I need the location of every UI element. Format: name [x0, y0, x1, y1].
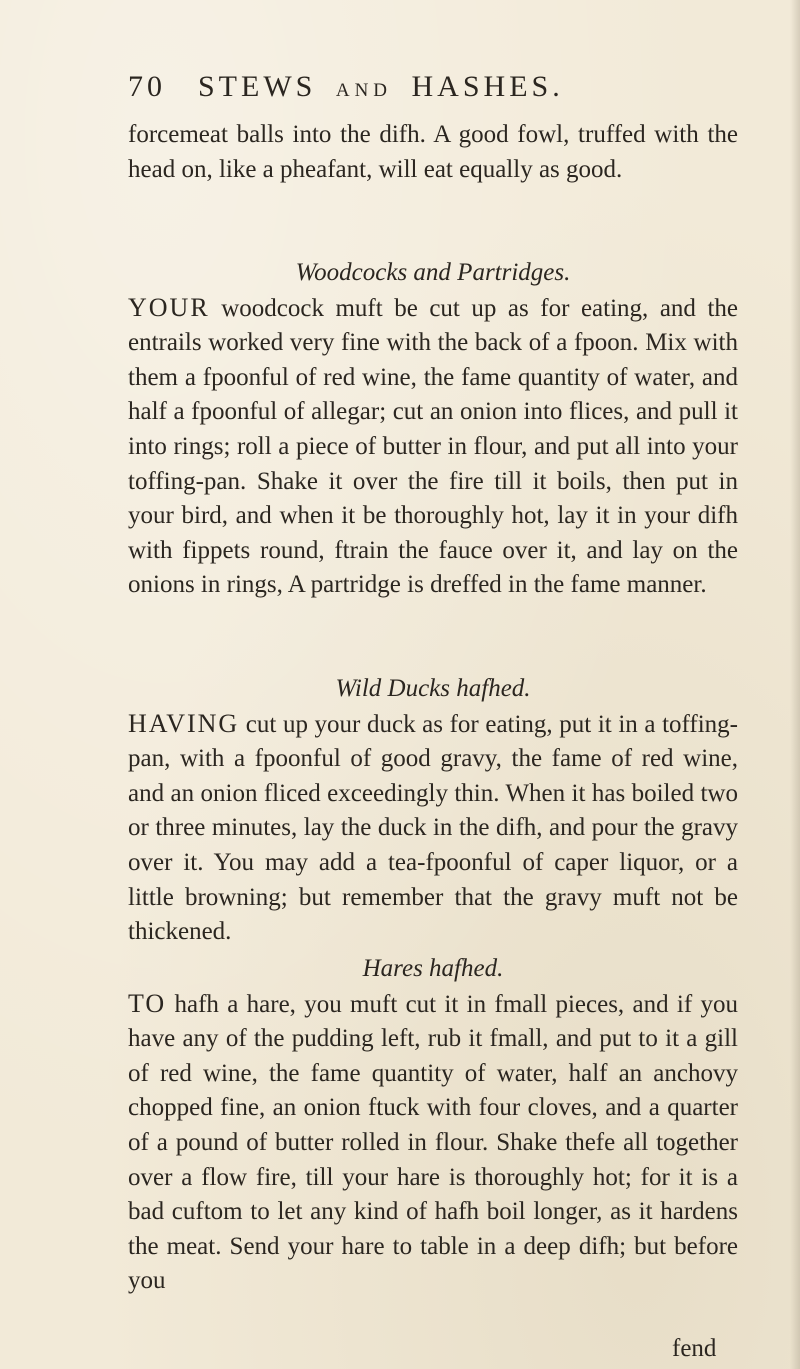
page-number: 70	[128, 70, 166, 103]
recipe-heading: Wild Ducks hafhed.	[335, 675, 531, 702]
catchword: fend	[672, 1335, 717, 1362]
recipe-paragraph	[128, 987, 738, 1299]
recipe-wild-ducks	[128, 672, 738, 950]
recipe-lead-word: TO	[128, 988, 167, 1018]
recipe-lead-word: YOUR	[128, 292, 210, 322]
running-title-word1: STEWS	[198, 70, 317, 103]
recipe-body: woodcock muft be cut up as for eating, and the entrails worked very fine with the back of a fpoon. Mix with them a fpoonful of red wine, the fame quantity of water, and half a fpoonful of allegar; cut an onion into flices, and pull it into rings; roll a piece of butter in flour, and put all into your toffing-pan. Shake it over the fire till it boils, then put in your bird, and when it be thoroughly hot, lay it in your difh with fippets round, ftrain the fauce over it, and lay on the onions in rings, A partridge is dreffed in the fame manner.	[128, 294, 738, 599]
recipe-lead-word: HAVING	[128, 708, 240, 738]
recipe-hares	[128, 952, 738, 1299]
page-edge-shadow	[790, 0, 800, 1369]
recipe-paragraph	[128, 291, 738, 603]
running-header	[128, 70, 688, 110]
recipe-heading: Woodcocks and Partridges.	[295, 259, 571, 286]
running-title-word2: HASHES.	[411, 70, 564, 103]
recipe-paragraph	[128, 707, 738, 950]
running-title-and: AND	[335, 80, 393, 101]
recipe-body: hafh a hare, you muft cut it in fmall pieces, and if you have any of the pudding left, rub it fmall, and put to it a gill of red wine, the fame quantity of water, half an anchovy chopped fine, an onion ftuck with four cloves, and a quarter of a pound of butter rolled in flour. Shake thefe all together over a flow fire, till your hare is thoroughly hot; for it is a bad cuftom to let any kind of hafh boil longer, as it hardens the meat. Send your hare to table in a deep difh; but before you	[128, 990, 738, 1295]
continuation-block	[128, 118, 738, 187]
running-title	[198, 70, 564, 104]
recipe-woodcocks	[128, 256, 738, 603]
recipe-body: cut up your duck as for eating, put it in a toffing-pan, with a fpoonful of good gravy, the fame of red wine, and an onion fliced exceedingly thin. When it has boiled two or three minutes, lay the duck in the difh, and pour the gravy over it. You may add a tea-fpoonful of caper liquor, or a little browning; but remember that the gravy muft not be thickened.	[128, 710, 738, 946]
continuation-paragraph: forcemeat balls into the difh. A good fowl, truffed with the head on, like a pheafant, will eat equally as good.	[128, 121, 738, 183]
recipe-heading: Hares hafhed.	[362, 955, 504, 982]
